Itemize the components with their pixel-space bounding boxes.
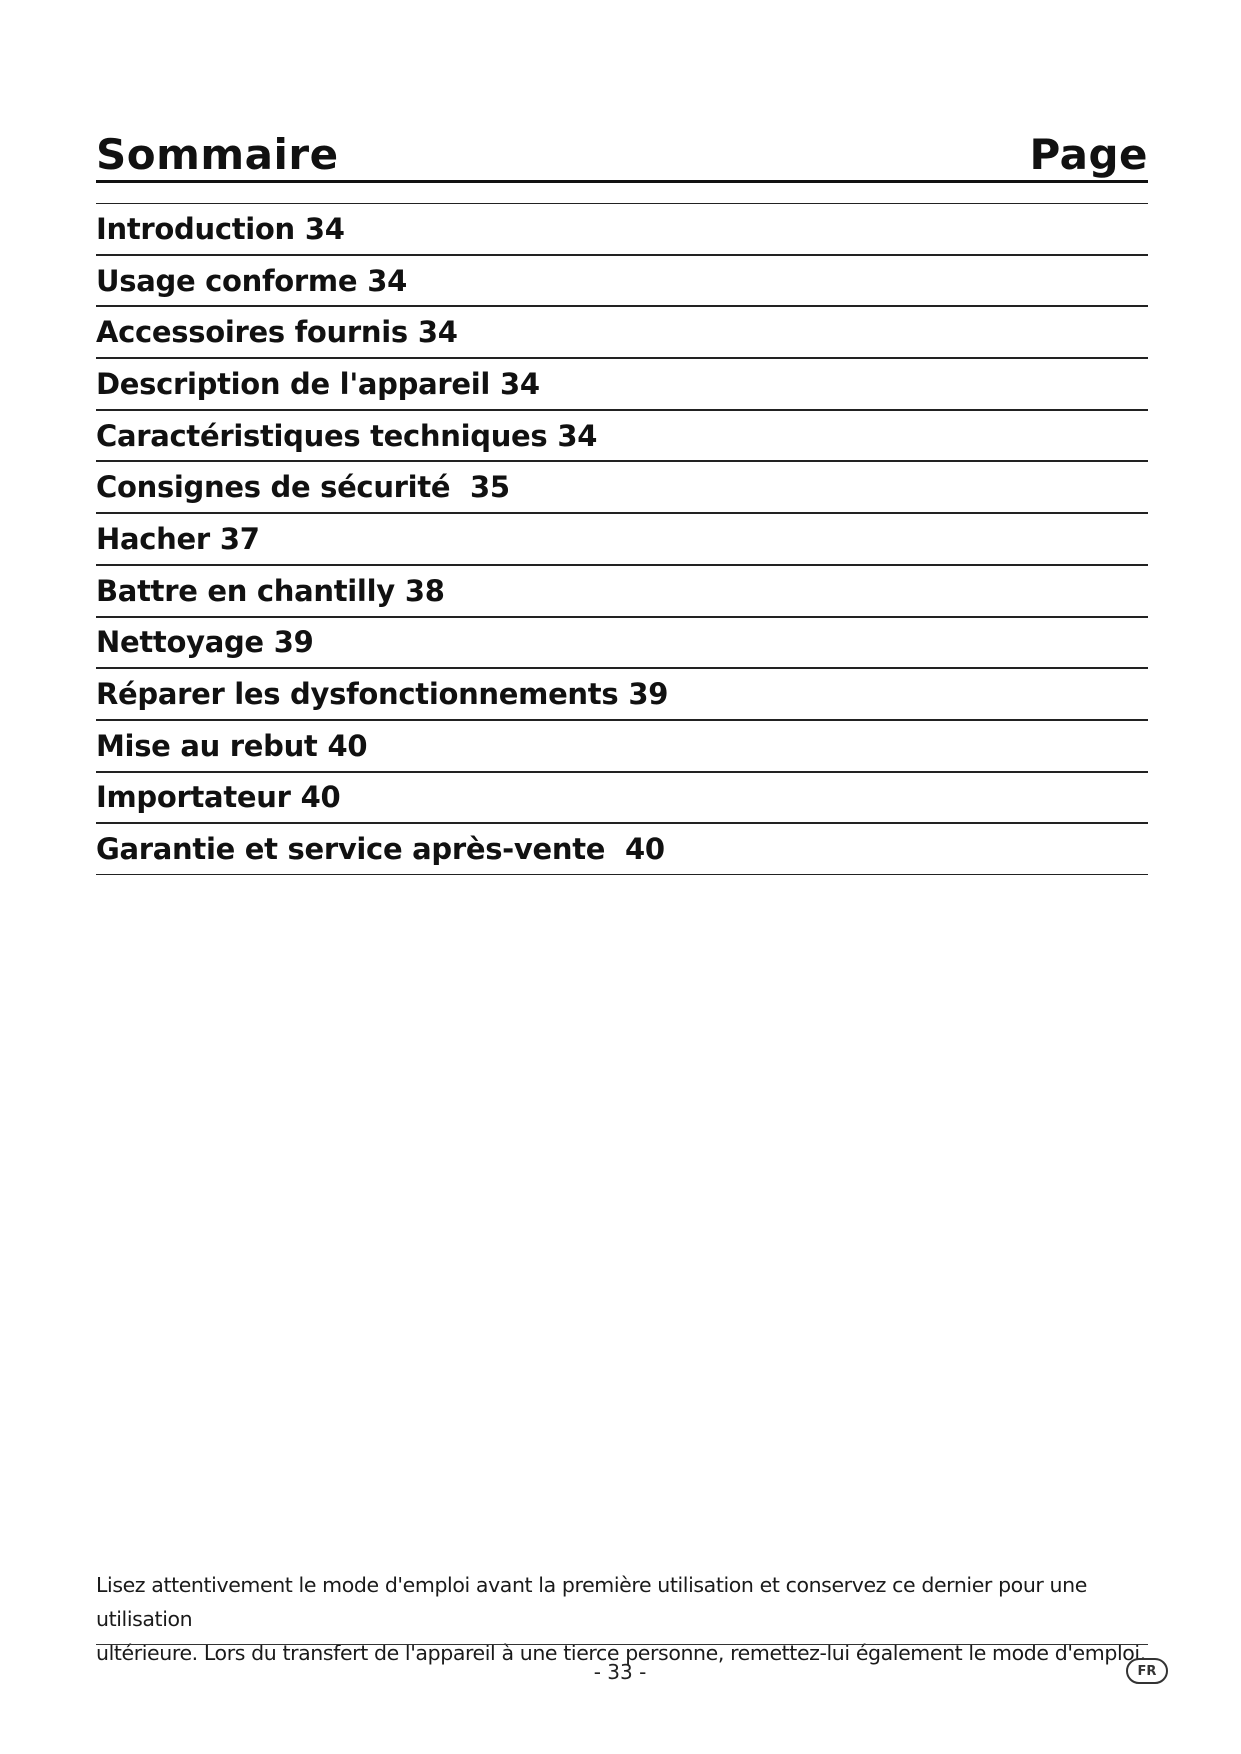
- toc-entry-page: 37: [219, 521, 260, 556]
- toc-entry-caracteristiques-techniques[interactable]: [96, 410, 1148, 462]
- toc-entry-title: Battre en chantilly: [96, 573, 395, 608]
- toc-entry-reparer-dysfonctionnements[interactable]: [96, 668, 1148, 720]
- page-column-label: Page: [1029, 130, 1148, 179]
- toc-entry-page: 38: [404, 573, 445, 608]
- toc-entry-description-appareil[interactable]: [96, 358, 1148, 410]
- toc-entry-battre-chantilly[interactable]: [96, 565, 1148, 617]
- usage-notice-line-1: Lisez attentivement le mode d'emploi avant la première utilisation et conservez ce dernier pour une utilisation: [96, 1573, 1087, 1631]
- toc-entry-consignes-securite[interactable]: [96, 461, 1148, 513]
- toc-entry-title: Consignes de sécurité: [96, 470, 461, 505]
- toc-entry-nettoyage[interactable]: [96, 617, 1148, 669]
- toc-entry-title: Introduction: [96, 211, 295, 246]
- language-badge-label: FR: [1137, 1663, 1157, 1679]
- toc-entry-accessoires-fournis[interactable]: [96, 306, 1148, 358]
- toc-entry-page: 39: [628, 677, 669, 712]
- footer-divider: [96, 1644, 1148, 1645]
- toc-entry-title: Mise au rebut: [96, 728, 318, 763]
- toc-entry-page: 34: [304, 211, 345, 246]
- toc-entry-hacher[interactable]: [96, 513, 1148, 565]
- toc-entry-page: 34: [500, 366, 540, 401]
- toc-entry-page: 34: [417, 315, 458, 350]
- page-number: - 33 -: [593, 1660, 647, 1684]
- toc-entry-importateur[interactable]: [96, 772, 1148, 824]
- toc-entry-title: Accessoires fournis: [96, 315, 408, 350]
- toc-entry-title: Garantie et service après-vente: [96, 832, 615, 867]
- usage-notice-line-2: ultérieure. Lors du transfert de l'appareil à une tierce personne, remettez-lui également le mode d'emploi.: [96, 1641, 1146, 1665]
- toc-entry-title: Nettoyage: [96, 625, 264, 660]
- usage-notice: [96, 1568, 1148, 1670]
- toc-entry-title: Réparer les dysfonctionnements: [96, 677, 619, 712]
- toc-entry-garantie-service[interactable]: [96, 823, 1148, 875]
- toc-entry-usage-conforme[interactable]: [96, 255, 1148, 307]
- toc-entry-title: Description de l'appareil: [96, 366, 491, 401]
- language-badge-icon: [1126, 1658, 1168, 1684]
- toc-title: Sommaire: [96, 130, 339, 179]
- toc-entry-page: 40: [624, 832, 665, 867]
- toc-entry-page: 39: [273, 625, 314, 660]
- toc-entry-title: Usage conforme: [96, 263, 358, 298]
- table-of-contents: [96, 203, 1148, 875]
- toc-entry-page: 40: [327, 728, 368, 763]
- toc-entry-title: Importateur: [96, 780, 291, 815]
- toc-entry-page: 40: [300, 780, 341, 815]
- toc-entry-mise-au-rebut[interactable]: [96, 720, 1148, 772]
- toc-entry-page: 34: [367, 263, 407, 298]
- toc-entry-introduction[interactable]: [96, 203, 1148, 255]
- toc-header: [96, 128, 1148, 183]
- toc-entry-title: Hacher: [96, 521, 210, 556]
- toc-entry-page: 34: [557, 418, 598, 453]
- toc-entry-title: Caractéristiques techniques: [96, 418, 548, 453]
- toc-entry-page: 35: [470, 470, 510, 505]
